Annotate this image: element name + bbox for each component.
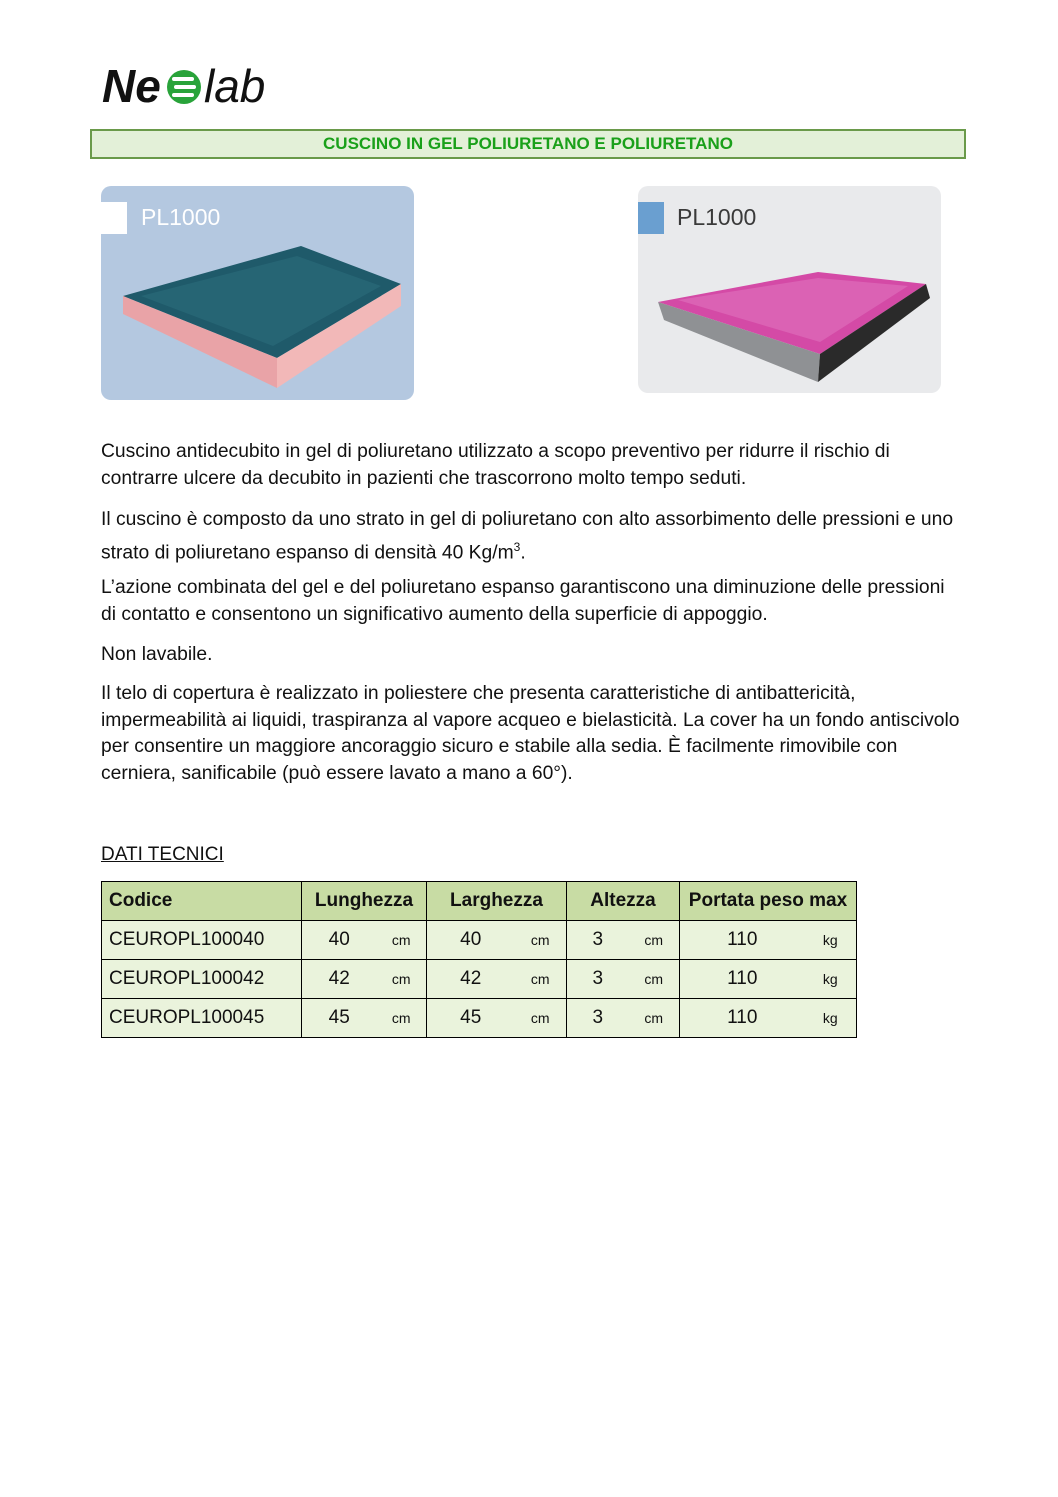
paragraph-composition-text: Il cuscino è composto da uno strato in gel di poliuretano con alto assorbimento delle pressioni e uno strato di poliuretano espanso di densità 40 Kg/m <box>101 509 954 563</box>
cell-width-unit: cm <box>515 921 567 960</box>
cell-width: 40 <box>427 921 515 960</box>
header-width: Larghezza <box>427 882 567 921</box>
cell-length: 42 <box>302 960 377 999</box>
paragraph-description: Cuscino antidecubito in gel di poliuretano utilizzato a scopo preventivo per ridurre il rischio di contrarre ulcere da decubito in pazienti che trascorrono molto tempo seduti. <box>101 441 890 489</box>
header-code: Codice <box>102 882 302 921</box>
header-height: Altezza <box>567 882 680 921</box>
cell-height-unit: cm <box>629 921 680 960</box>
table-header-row <box>102 882 857 921</box>
cell-code: CEUROPL100040 <box>102 921 302 960</box>
cushion-gel-photo <box>101 186 414 400</box>
header-length: Lunghezza <box>302 882 427 921</box>
cell-length: 45 <box>302 999 377 1038</box>
document-title: CUSCINO IN GEL POLIURETANO E POLIURETANO <box>90 129 966 159</box>
cell-height-unit: cm <box>629 999 680 1038</box>
photo-label: PL1000 <box>677 204 757 230</box>
table-row <box>102 921 857 960</box>
cell-height: 3 <box>567 999 629 1038</box>
cell-height-unit: cm <box>629 960 680 999</box>
svg-text:lab: lab <box>204 60 266 112</box>
cell-load: 110 <box>680 960 805 999</box>
cell-width-unit: cm <box>515 960 567 999</box>
paragraph-composition-end: . <box>520 541 526 563</box>
paragraph-action: L’azione combinata del gel e del poliuretano espanso garantiscono una diminuzione delle pressioni di contatto e consentono un significativo aumento della superficie di appoggio. <box>101 577 945 625</box>
cell-height: 3 <box>567 921 629 960</box>
cell-code: CEUROPL100042 <box>102 960 302 999</box>
paragraph-cover: Il telo di copertura è realizzato in poliestere che presenta caratteristiche di antibattericità, impermeabilità ai liquidi, traspiranza al vapore acqueo e bielasticità. La cover ha un fondo antiscivolo per consentire un maggiore ancoraggio sicuro e stabile alla sedia. È facilmente rimovibile con cerniera, sanificabile (può essere lavato a mano a 60°). <box>101 683 960 784</box>
cell-code: CEUROPL100045 <box>102 999 302 1038</box>
photo-label: PL1000 <box>141 204 221 230</box>
svg-text:Ne: Ne <box>102 60 161 112</box>
cell-length-unit: cm <box>377 999 427 1038</box>
cell-width-unit: cm <box>515 999 567 1038</box>
cell-load-unit: kg <box>805 921 857 960</box>
section-title-specs: DATI TECNICI <box>101 844 224 865</box>
paragraph-washable: Non lavabile. <box>101 644 213 665</box>
cell-length-unit: cm <box>377 960 427 999</box>
header-max-load: Portata peso max <box>680 882 857 921</box>
table-row <box>102 960 857 999</box>
cell-load: 110 <box>680 999 805 1038</box>
cell-load: 110 <box>680 921 805 960</box>
cell-load-unit: kg <box>805 960 857 999</box>
specs-table <box>101 881 857 1038</box>
table-row <box>102 999 857 1038</box>
cell-height: 3 <box>567 960 629 999</box>
superscript: 3 <box>513 539 521 554</box>
cell-load-unit: kg <box>805 999 857 1038</box>
cell-length-unit: cm <box>377 921 427 960</box>
cushion-cover-photo <box>638 186 941 393</box>
cell-width: 42 <box>427 960 515 999</box>
cell-length: 40 <box>302 921 377 960</box>
cell-width: 45 <box>427 999 515 1038</box>
paragraph-composition <box>101 507 961 566</box>
neolab-logo <box>102 58 302 118</box>
